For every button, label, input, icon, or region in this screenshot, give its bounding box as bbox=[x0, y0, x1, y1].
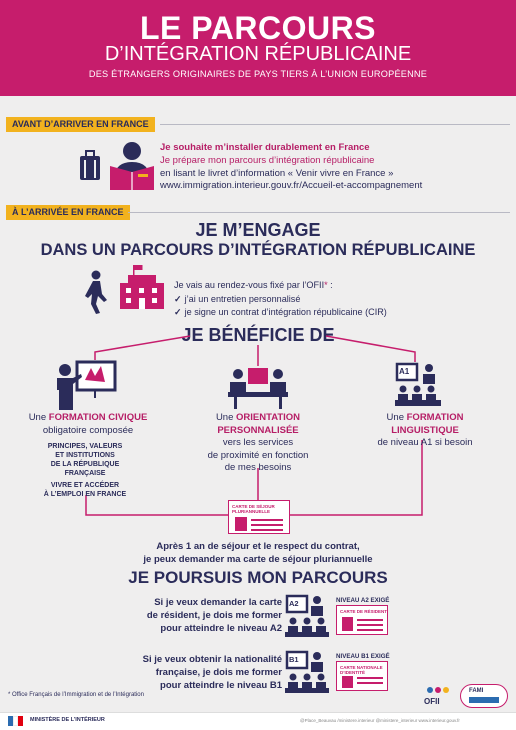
nationality-text: Si je veux obtenir la nationalité française, je dois me former pour atteindre le niveau B1 bbox=[142, 654, 282, 691]
resident-text: Si je veux demander la carte de résident, je dois me former pour atteindre le niveau A2 bbox=[146, 597, 282, 634]
engage-title-1: JE M’ENGAGE bbox=[195, 220, 321, 240]
resident-card-icon: CARTE DE RÉSIDENT bbox=[336, 605, 388, 635]
benefit-title: JE BÉNÉFICIE DE bbox=[181, 325, 335, 345]
social-links[interactable]: @Place_Beauvau /ministere.interieur @ministere_interieur www.interieur.gouv.fr bbox=[300, 718, 460, 723]
page-title: LE PARCOURS bbox=[139, 10, 377, 46]
meeting-icon bbox=[228, 366, 288, 410]
check-icon: ✓ bbox=[174, 307, 182, 317]
fami-logo: FAMI bbox=[460, 684, 508, 708]
tag-before: AVANT D’ARRIVER EN FRANCE bbox=[6, 117, 155, 132]
a2-label: A2 bbox=[289, 599, 299, 608]
after-text: Après 1 an de séjour et le respect du contrat, je peux demander ma carte de séjour pluriannuelle bbox=[143, 541, 373, 565]
flag-logo bbox=[8, 716, 24, 726]
continue-title: JE POURSUIS MON PARCOURS bbox=[128, 568, 388, 587]
page-subtitle: DES ÉTRANGERS ORIGINAIRES DE PAYS TIERS À L’UNION EUROPÉENNE bbox=[88, 69, 428, 79]
orient-title: Une ORIENTATION PERSONNALISÉE vers les services de proximité en fonction de mes besoins bbox=[207, 412, 309, 473]
rdv-star: * bbox=[324, 280, 328, 290]
before-link[interactable]: www.immigration.interieur.gouv.fr/Accueil-et-accompagnement bbox=[160, 180, 423, 192]
rdv-colon: : bbox=[327, 280, 333, 290]
check-2: je signe un contrat d’intégration républicaine (CIR) bbox=[184, 307, 387, 317]
engage-title-2: DANS UN PARCOURS D’INTÉGRATION RÉPUBLICAINE bbox=[40, 241, 476, 259]
rdv-line: Je vais au rendez-vous fixé par l’OFII bbox=[174, 280, 325, 290]
ofii-label: OFII bbox=[424, 697, 440, 706]
b1-required: NIVEAU B1 EXIGÉ bbox=[336, 653, 390, 660]
civic-title: Une FORMATION CIVIQUE obligatoire composée bbox=[28, 412, 148, 436]
footnote: * Office Français de l’Immigration et de l’Intégration bbox=[8, 692, 144, 698]
before-line-2: Je prépare mon parcours d’intégration républicaine bbox=[160, 154, 375, 166]
before-line-3: en lisant le livret d’information « Venir vivre en France » bbox=[160, 167, 394, 179]
civic-sub-2: VIVRE ET ACCÉDER À L’EMPLOI EN FRANCE bbox=[43, 482, 127, 498]
footer bbox=[0, 712, 516, 730]
civic-sub-1: PRINCIPES, VALEURS ET INSTITUTIONS DE LA RÉPUBLIQUE FRANÇAISE bbox=[47, 443, 123, 477]
check-1: j’ai un entretien personnalisé bbox=[184, 293, 301, 304]
ministry-label: MINISTÈRE DE L’INTÉRIEUR bbox=[30, 717, 105, 723]
card-icon bbox=[228, 500, 290, 534]
before-line-1: Je souhaite m’installer durablement en France bbox=[160, 142, 370, 153]
tag-arrival: À L’ARRIVÉE EN FRANCE bbox=[6, 205, 130, 220]
ling-title: Une FORMATION LINGUISTIQUE de niveau A1 si besoin bbox=[377, 412, 473, 448]
a2-required: NIVEAU A2 EXIGÉ bbox=[336, 597, 390, 604]
id-card-icon: CARTE NATIONALE D’IDENTITÉ bbox=[336, 661, 388, 691]
a1-label: A1 bbox=[399, 367, 410, 376]
check-icon: ✓ bbox=[174, 293, 182, 304]
b1-label: B1 bbox=[289, 655, 299, 664]
card-title: CARTE DE SÉJOUR PLURIANNUELLE bbox=[232, 504, 275, 514]
teacher-icon bbox=[55, 360, 119, 412]
page-title-2: D’INTÉGRATION RÉPUBLICAINE bbox=[104, 43, 412, 65]
